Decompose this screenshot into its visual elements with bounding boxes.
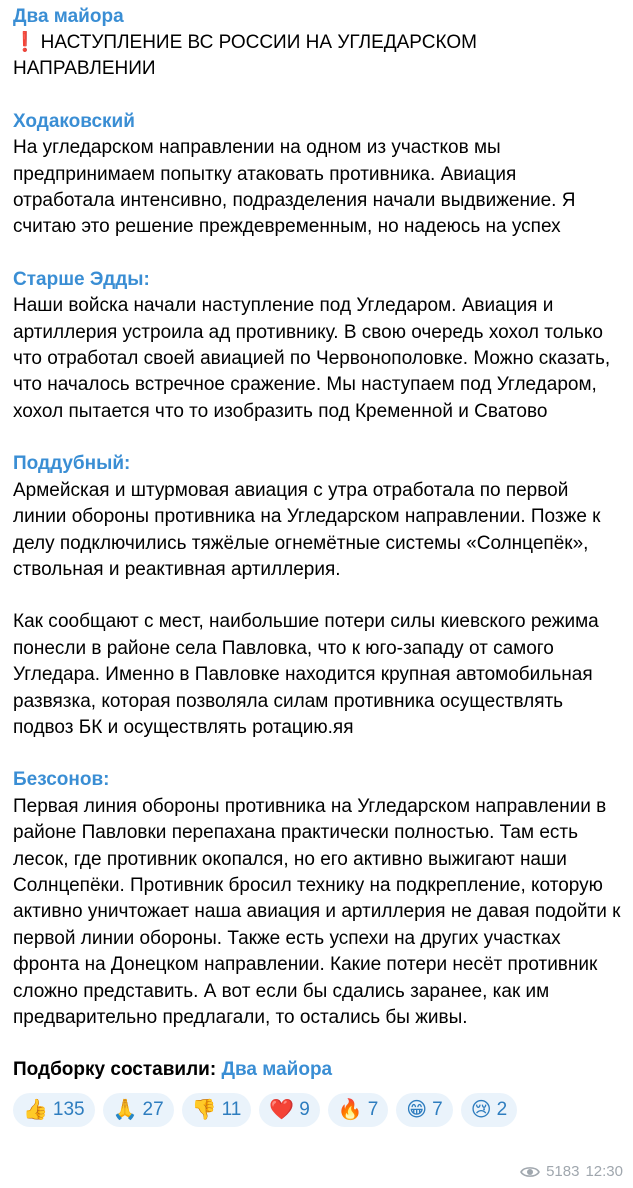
section-author: Поддубный: bbox=[13, 453, 131, 475]
reaction-heart[interactable] bbox=[259, 1093, 319, 1127]
cry-icon: 😢 bbox=[470, 1099, 492, 1122]
view-count: 5183 bbox=[546, 1163, 580, 1180]
section-author: Безсонов: bbox=[13, 769, 110, 791]
section-paragraph: На угледарском направлении на одном из участков мы предпринимаем попытку атаковать противника. Авиация отработала интенсивно, подразделения начали выдвижение. Я считаю это решение преждевременным, но надеюсь на успех bbox=[13, 137, 576, 238]
section-paragraph: Первая линия обороны противника на Угледарском направлении в районе Павловки перепахана практически полностью. Там есть лесок, где противник окопался, но его активно выжигают наши Солнцепёки. Противник бросил технику на подкрепление, которую активно уничтожает наша авиация и артиллерия не давая подойти к первой линии обороны. Также есть успехи на других участках фронта на Донецком направлении. Какие потери несёт противник сложно представить. А вот если бы сдались заранее, как им предварительно предлагали, то остались бы живы. bbox=[13, 795, 621, 1028]
grin-icon: 😁 bbox=[406, 1099, 428, 1122]
section-poddubny bbox=[13, 451, 621, 741]
heart-icon: ❤️ bbox=[269, 1099, 295, 1122]
post-time: 12:30 bbox=[585, 1163, 623, 1180]
headline bbox=[13, 30, 621, 83]
reaction-pray[interactable] bbox=[103, 1093, 174, 1127]
thumbs-down-icon: 👎 bbox=[191, 1099, 217, 1122]
thumbs-up-icon: 👍 bbox=[23, 1099, 48, 1122]
exclamation-icon: ❗ bbox=[13, 32, 37, 53]
fire-icon: 🔥 bbox=[337, 1099, 363, 1122]
section-khodakovsky bbox=[13, 109, 621, 241]
pray-icon: 🙏 bbox=[112, 1099, 138, 1122]
section-bezsonov bbox=[13, 767, 621, 1031]
compiled-by bbox=[13, 1057, 621, 1083]
reaction-cry[interactable] bbox=[461, 1093, 517, 1127]
reaction-count: 7 bbox=[367, 1099, 379, 1121]
reaction-grin[interactable] bbox=[396, 1093, 452, 1127]
section-author: Старше Эдды: bbox=[13, 268, 150, 290]
reaction-thumbs-up[interactable] bbox=[13, 1093, 95, 1127]
reaction-count: 9 bbox=[299, 1099, 310, 1121]
reaction-thumbs-down[interactable] bbox=[182, 1093, 252, 1127]
compiled-by-label: Подборку составили: bbox=[13, 1059, 217, 1081]
section-paragraph: Наши войска начали наступление под Угледаром. Авиация и артиллерия устроила ад противнику. В свою очередь хохол только что отработал своей авиацией по Червонополовке. Можно сказать, что началось встречное сражение. Мы наступаем под Угледаром, хохол пытается что то изобразить под Кременной и Сватово bbox=[13, 295, 611, 422]
reaction-count: 2 bbox=[496, 1099, 508, 1121]
reactions-bar bbox=[13, 1093, 621, 1127]
section-paragraph: Армейская и штурмовая авиация с утра отработала по первой линии обороны противника на Угледарском направлении. Позже к делу подключились тяжёлые огнемётные системы «Солнцепёк», ствольная и реактивная артиллерия. bbox=[13, 479, 601, 580]
section-paragraph: Как сообщают с мест, наибольшие потери силы киевского режима понесли в районе села Павловка, что к юго-западу от самого Угледара. Именно в Павловке находится крупная автомобильная развязка, которая позволяла силам противника осуществлять подвоз БК и осуществлять ротацию.яя bbox=[13, 611, 599, 738]
reaction-count: 11 bbox=[221, 1099, 242, 1121]
section-starshe-eddy bbox=[13, 267, 621, 425]
message-meta bbox=[520, 1163, 623, 1180]
section-author: Ходаковский bbox=[13, 110, 135, 132]
reaction-count: 27 bbox=[142, 1099, 164, 1121]
compiled-by-link[interactable]: Два майора bbox=[221, 1059, 333, 1081]
reaction-count: 135 bbox=[52, 1099, 85, 1121]
reaction-fire[interactable] bbox=[328, 1093, 388, 1127]
eye-icon bbox=[520, 1165, 540, 1179]
channel-name[interactable]: Два майора bbox=[13, 6, 124, 27]
reaction-count: 7 bbox=[432, 1099, 443, 1121]
headline-text: НАСТУПЛЕНИЕ ВС РОССИИ НА УГЛЕДАРСКОМ НАПРАВЛЕНИИ bbox=[13, 32, 477, 80]
